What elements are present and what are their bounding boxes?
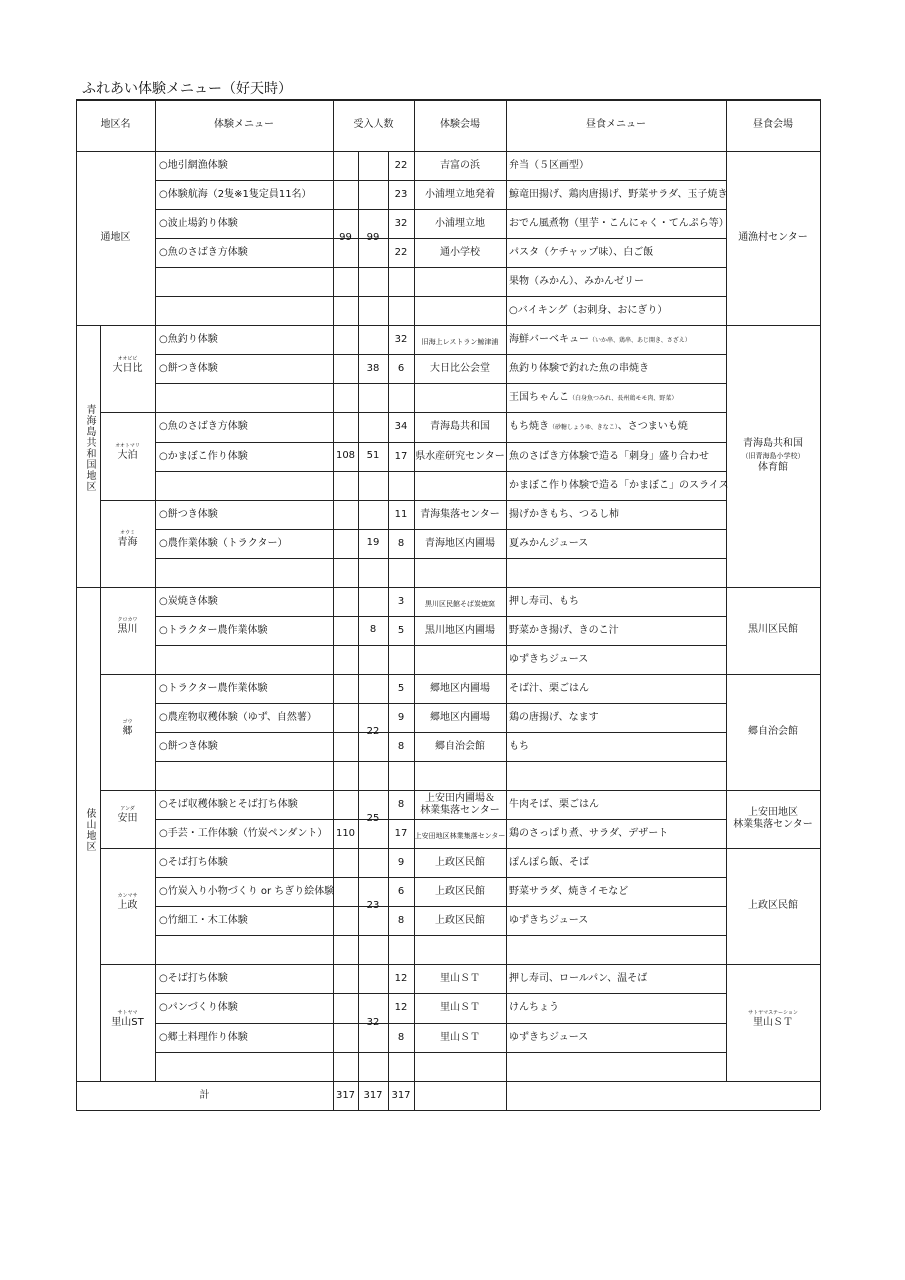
totals-rule xyxy=(414,1081,415,1110)
venue-boundary xyxy=(726,790,820,791)
lunch-menu-item: 押し寿司、もち xyxy=(509,595,579,607)
district-name-vertical: 青海島共和国地区 xyxy=(84,404,95,493)
row-rule xyxy=(155,529,726,530)
subdistrict-boundary xyxy=(100,500,155,501)
venue-boundary xyxy=(726,964,820,965)
district-boundary xyxy=(333,325,358,326)
subdistrict-name: 安田 xyxy=(117,813,138,825)
district-boundary xyxy=(333,587,358,588)
subdistrict-boundary xyxy=(358,790,388,791)
capacity-count: 9 xyxy=(397,711,405,723)
lunch-menu-item: パスタ（ケチャップ味）、白ご飯 xyxy=(509,247,654,259)
experience-venue: 小浦埋立地発着 xyxy=(425,189,495,201)
lunch-venue: 上安田地区 xyxy=(748,807,798,819)
subdistrict-count: 23 xyxy=(366,900,380,912)
capacity-count: 9 xyxy=(397,857,405,869)
row-rule xyxy=(155,296,726,297)
lunch-menu-item: かまぼこ作り体験で造る「かまぼこ」のスライス xyxy=(509,479,729,491)
lunch-menu-item: 揚げかきもち、つるし柿 xyxy=(509,508,619,520)
experience-venue: 青海島共和国 xyxy=(430,421,490,433)
row-rule xyxy=(155,645,726,646)
row-rule xyxy=(155,325,726,326)
district-total: 108 xyxy=(335,450,356,462)
subdistrict-name: 里山ST xyxy=(111,1016,144,1028)
experience-venue: 通小学校 xyxy=(440,247,480,259)
lunch-menu-item: ゆずきちジュース xyxy=(509,915,589,927)
experience-menu-item: ○魚釣り体験 xyxy=(159,334,218,346)
capacity-count: 17 xyxy=(394,450,408,462)
subdistrict-count: 32 xyxy=(366,1016,380,1028)
experience-venue: 吉富の浜 xyxy=(440,160,480,171)
experience-menu-item: ○炭焼き体験 xyxy=(159,595,218,607)
experience-venue: 上政区民館 xyxy=(435,915,485,927)
capacity-count: 11 xyxy=(394,508,408,520)
experience-menu-item: ○餅つき体験 xyxy=(159,741,218,752)
subdistrict-count: 8 xyxy=(369,624,377,636)
lunch-note: （白身魚つみれ、長州鶏モモ肉、野菜） xyxy=(569,395,678,403)
row-rule xyxy=(155,383,726,384)
row-rule xyxy=(155,180,726,181)
row-rule xyxy=(155,587,726,588)
row-rule xyxy=(155,906,726,907)
subdistrict-ruby: サトヤマ xyxy=(117,1009,138,1016)
experience-menu-item: ○郷土料理作り体験 xyxy=(159,1031,248,1043)
lunch-menu-item: もち焼き（砂糖しょうゆ、きなこ）、さつまいも焼 xyxy=(509,421,688,433)
totals-value: 317 xyxy=(335,1089,356,1101)
venue-boundary xyxy=(726,674,820,675)
lunch-menu-item: 鯨竜田揚げ、鶏肉唐揚げ、野菜サラダ、玉子焼き xyxy=(509,189,728,201)
subdistrict-boundary xyxy=(358,325,388,326)
venue-boundary xyxy=(726,848,820,849)
row-rule xyxy=(155,964,726,965)
lunch-menu-item: 王国ちゃんこ（白身魚つみれ、長州鶏モモ肉、野菜） xyxy=(509,392,678,404)
totals-top-rule xyxy=(76,1081,820,1082)
lunch-menu-item: けんちょう xyxy=(509,1002,559,1014)
subdistrict-boundary xyxy=(358,848,388,849)
capacity-count: 6 xyxy=(397,886,405,898)
experience-venue: 上安田内圃場＆ xyxy=(425,793,495,805)
lunch-venue: 林業集落センター xyxy=(733,819,813,831)
experience-venue: 上安田地区林業集落センター xyxy=(414,832,506,841)
capacity-count: 32 xyxy=(394,218,408,230)
experience-venue: 黒川地区内圃場 xyxy=(425,624,495,636)
district-name: 通地区 xyxy=(100,232,131,244)
subdistrict-boundary xyxy=(358,674,388,675)
experience-menu-item: ○餅つき体験 xyxy=(159,363,218,375)
subdistrict-count: 38 xyxy=(366,362,380,374)
subdistrict-ruby: オオビビ xyxy=(117,355,138,362)
column-header: 昼食会場 xyxy=(753,119,793,130)
lunch-menu-item: 魚釣り体験で釣れた魚の串焼き xyxy=(509,363,649,375)
lunch-menu-item: 夏みかんジュース xyxy=(509,537,589,549)
totals-value: 317 xyxy=(391,1089,411,1101)
experience-menu-item: ○魚のさばき方体験 xyxy=(159,247,248,259)
row-rule xyxy=(155,732,726,733)
capacity-count: 8 xyxy=(397,537,405,549)
row-rule xyxy=(155,471,726,472)
lunch-venue: 黒川区民館 xyxy=(748,624,798,636)
lunch-venue: 体育館 xyxy=(758,462,788,474)
subdistrict-ruby: カンマサ xyxy=(117,893,138,900)
lunch-note: （砂糖しょうゆ、きなこ） xyxy=(549,424,618,432)
experience-venue: 小浦埋立地 xyxy=(435,218,485,230)
row-rule xyxy=(155,674,726,675)
subdistrict-ruby: ゴウ xyxy=(122,719,133,725)
capacity-count: 8 xyxy=(397,741,405,752)
subdistrict-count: 25 xyxy=(366,813,380,825)
row-rule xyxy=(155,1052,726,1053)
row-rule xyxy=(155,558,726,559)
experience-menu-item: ○波止場釣り体験 xyxy=(159,218,238,230)
experience-menu-item: ○竹炭入り小物づくり or ちぎり絵体験 xyxy=(159,886,335,898)
lunch-menu-item: 押し寿司、ロールパン、温そば xyxy=(509,973,648,985)
subdistrict-boundary xyxy=(358,964,388,965)
totals-rule xyxy=(506,1081,507,1110)
column-rule xyxy=(506,99,507,1081)
experience-venue: 県水産研究センター xyxy=(415,450,505,462)
lunch-menu-item: ○バイキング（お刺身、おにぎり） xyxy=(509,305,668,317)
lunch-note: 、さつまいも焼 xyxy=(617,421,688,433)
capacity-count: 32 xyxy=(394,334,408,346)
lunch-menu-item: 野菜かき揚げ、きのこ汁 xyxy=(509,624,619,636)
row-rule xyxy=(155,442,726,443)
district-total: 99 xyxy=(339,232,352,244)
lunch-menu-item: 果物（みかん）、みかんゼリー xyxy=(509,276,644,288)
capacity-count: 8 xyxy=(397,799,405,811)
district-total: 110 xyxy=(335,827,356,839)
lunch-menu-item: そば汁、栗ごはん xyxy=(509,682,589,694)
row-rule xyxy=(155,238,726,239)
row-rule xyxy=(155,500,726,501)
lunch-menu-item: おでん風煮物（里芋・こんにゃく・てんぷら等） xyxy=(509,218,729,230)
subdistrict-name: 黒川 xyxy=(117,624,138,636)
column-header: 地区名 xyxy=(100,119,131,130)
lunch-venue: 里山ＳＴ xyxy=(753,1016,793,1028)
venue-boundary xyxy=(726,587,820,588)
subdistrict-ruby: クロカワ xyxy=(117,617,138,624)
experience-menu-item: ○そば打ち体験 xyxy=(159,973,228,985)
experience-venue: 大日比公会堂 xyxy=(430,363,490,375)
totals-rule xyxy=(333,1081,334,1110)
lunch-venue: 通漁村センター xyxy=(738,232,808,244)
column-rule xyxy=(333,99,334,1081)
experience-venue: 上政区民館 xyxy=(435,857,485,869)
experience-venue: 上政区民館 xyxy=(435,886,485,898)
totals-rule xyxy=(358,1081,359,1110)
experience-menu-item: ○農産物収穫体験（ゆず、自然薯） xyxy=(159,711,317,723)
row-rule xyxy=(155,209,726,210)
venue-boundary xyxy=(726,325,820,326)
column-header: 昼食メニュー xyxy=(586,119,646,130)
experience-venue: 里山ＳＴ xyxy=(440,1002,480,1014)
capacity-count: 5 xyxy=(397,624,405,636)
capacity-count: 6 xyxy=(397,363,405,375)
lunch-menu-item: 魚のさばき方体験で造る「刺身」盛り合わせ xyxy=(509,450,709,462)
lunch-menu-item: 海鮮バーベキュー（いか串、鶏串、あじ開き、さざえ） xyxy=(509,334,691,346)
capacity-count: 8 xyxy=(397,1031,405,1043)
subdistrict-name: 大日比 xyxy=(112,362,143,374)
subdistrict-name: 上政 xyxy=(117,900,138,912)
experience-venue: 青海集落センター xyxy=(420,508,500,520)
experience-venue: 里山ＳＴ xyxy=(440,1031,480,1043)
row-rule xyxy=(155,354,726,355)
header-bottom-rule xyxy=(76,151,820,152)
totals-rule xyxy=(388,1081,389,1110)
capacity-count: 17 xyxy=(394,828,408,840)
table-top-border xyxy=(76,99,820,101)
lunch-menu-item: 野菜サラダ、焼きイモなど xyxy=(509,886,629,898)
row-rule xyxy=(155,819,726,820)
experience-menu-item: ○トラクター農作業体験 xyxy=(159,682,268,694)
column-header: 受入人数 xyxy=(353,119,394,130)
experience-menu-item: ○手芸・工作体験（竹炭ペンダント） xyxy=(159,828,328,840)
lunch-menu-item: 鶏の唐揚げ、なます xyxy=(509,711,599,723)
lunch-venue: 郷自治会館 xyxy=(748,726,798,737)
table-right-border xyxy=(820,99,821,1110)
lunch-menu-item: もち xyxy=(509,741,529,752)
subdistrict-boundary xyxy=(100,412,155,413)
subdistrict-name: 大泊 xyxy=(117,450,138,462)
subdistrict-name: 青海 xyxy=(117,537,138,549)
capacity-count: 8 xyxy=(397,915,405,927)
lunch-menu-item: ぽんぽら飯、そば xyxy=(509,857,589,869)
capacity-count: 22 xyxy=(394,160,408,171)
capacity-count: 22 xyxy=(394,247,408,259)
lunch-menu-item: ゆずきちジュース xyxy=(509,1031,589,1043)
experience-menu-item: ○そば打ち体験 xyxy=(159,857,228,869)
experience-menu-item: ○地引網漁体験 xyxy=(159,160,228,171)
capacity-count: 5 xyxy=(397,682,405,694)
experience-menu-item: ○かまぼこ作り体験 xyxy=(159,450,248,462)
experience-venue: 旧海上レストラン鯨津浦 xyxy=(421,338,499,347)
experience-venue: 郷地区内圃場 xyxy=(430,682,490,694)
subdistrict-count: 99 xyxy=(366,232,380,244)
column-rule xyxy=(726,99,727,1081)
subdistrict-boundary xyxy=(358,412,388,413)
experience-menu-item: ○トラクター農作業体験 xyxy=(159,624,268,636)
row-rule xyxy=(155,703,726,704)
row-rule xyxy=(155,993,726,994)
column-rule xyxy=(155,99,156,1081)
row-rule xyxy=(155,877,726,878)
lunch-menu-item: 牛肉そば、栗ごはん xyxy=(509,799,599,811)
experience-menu-item: ○体験航海（2隻※1隻定員11名） xyxy=(159,189,312,201)
subdistrict-boundary xyxy=(358,587,388,588)
row-rule xyxy=(155,267,726,268)
experience-menu-item: ○魚のさばき方体験 xyxy=(159,421,248,433)
lunch-venue: 上政区民館 xyxy=(748,900,798,912)
experience-menu-item: ○そば収穫体験とそば打ち体験 xyxy=(159,799,298,811)
subdistrict-count: 19 xyxy=(366,537,380,549)
totals-value: 317 xyxy=(363,1089,383,1101)
experience-menu-item: ○竹細工・木工体験 xyxy=(159,915,248,927)
experience-venue: 林業集落センター xyxy=(420,805,500,817)
row-rule xyxy=(155,1023,726,1024)
experience-venue: 黒川区民館そば炭焼窯 xyxy=(425,599,495,608)
subdistrict-ruby: アンダ xyxy=(120,806,135,813)
row-rule xyxy=(155,412,726,413)
experience-venue: 郷自治会館 xyxy=(435,741,485,752)
capacity-count: 3 xyxy=(397,595,405,607)
table-bottom-border xyxy=(76,1110,820,1111)
subdistrict-boundary xyxy=(100,790,155,791)
subdistrict-count: 51 xyxy=(366,450,380,462)
row-rule xyxy=(155,790,726,791)
subdistrict-boundary xyxy=(100,848,155,849)
lunch-venue-ruby: サトヤマステーション xyxy=(748,1009,798,1016)
column-header: 体験会場 xyxy=(440,119,480,130)
experience-venue: 青海地区内圃場 xyxy=(425,537,495,549)
experience-menu-item: ○農作業体験（トラクター） xyxy=(159,537,288,549)
lunch-menu-item: 弁当（５区画型） xyxy=(509,160,589,171)
capacity-count: 23 xyxy=(394,189,408,201)
table-left-border xyxy=(76,99,77,1110)
subdistrict-rule xyxy=(100,325,101,1080)
subdistrict-ruby: オウミ xyxy=(119,530,135,537)
experience-menu-item: ○パンづくり体験 xyxy=(159,1002,238,1014)
row-rule xyxy=(155,935,726,936)
row-rule xyxy=(155,848,726,849)
subdistrict-boundary xyxy=(76,587,155,588)
lunch-menu-item: ゆずきちジュース xyxy=(509,653,589,665)
lunch-venue: （旧青海島小学校） xyxy=(741,452,805,461)
page-title: ふれあい体験メニュー（好天時） xyxy=(82,81,292,97)
lunch-venue: 青海島共和国 xyxy=(743,438,803,450)
lunch-menu-item: 鶏のさっぱり煮、サラダ、デザート xyxy=(509,828,669,840)
capacity-count: 34 xyxy=(394,421,408,433)
capacity-count: 12 xyxy=(394,1002,408,1014)
lunch-note: （いか串、鶏串、あじ開き、さざえ） xyxy=(589,337,691,345)
totals-label: 計 xyxy=(199,1089,210,1101)
subdistrict-boundary xyxy=(100,964,155,965)
subdistrict-ruby: オオトマリ xyxy=(115,443,140,450)
column-header: 体験メニュー xyxy=(214,119,274,130)
district-name-vertical: 俵山地区 xyxy=(84,807,95,852)
experience-venue: 里山ＳＴ xyxy=(440,973,480,985)
subdistrict-boundary xyxy=(100,674,155,675)
subdistrict-name: 郷 xyxy=(122,726,133,737)
experience-menu-item: ○餅つき体験 xyxy=(159,508,218,520)
row-rule xyxy=(155,616,726,617)
capacity-count: 12 xyxy=(394,973,408,985)
row-rule xyxy=(155,761,726,762)
subdistrict-boundary xyxy=(358,500,388,501)
subdistrict-count: 22 xyxy=(366,726,380,737)
subdistrict-boundary xyxy=(76,325,155,326)
experience-venue: 郷地区内圃場 xyxy=(430,711,490,723)
